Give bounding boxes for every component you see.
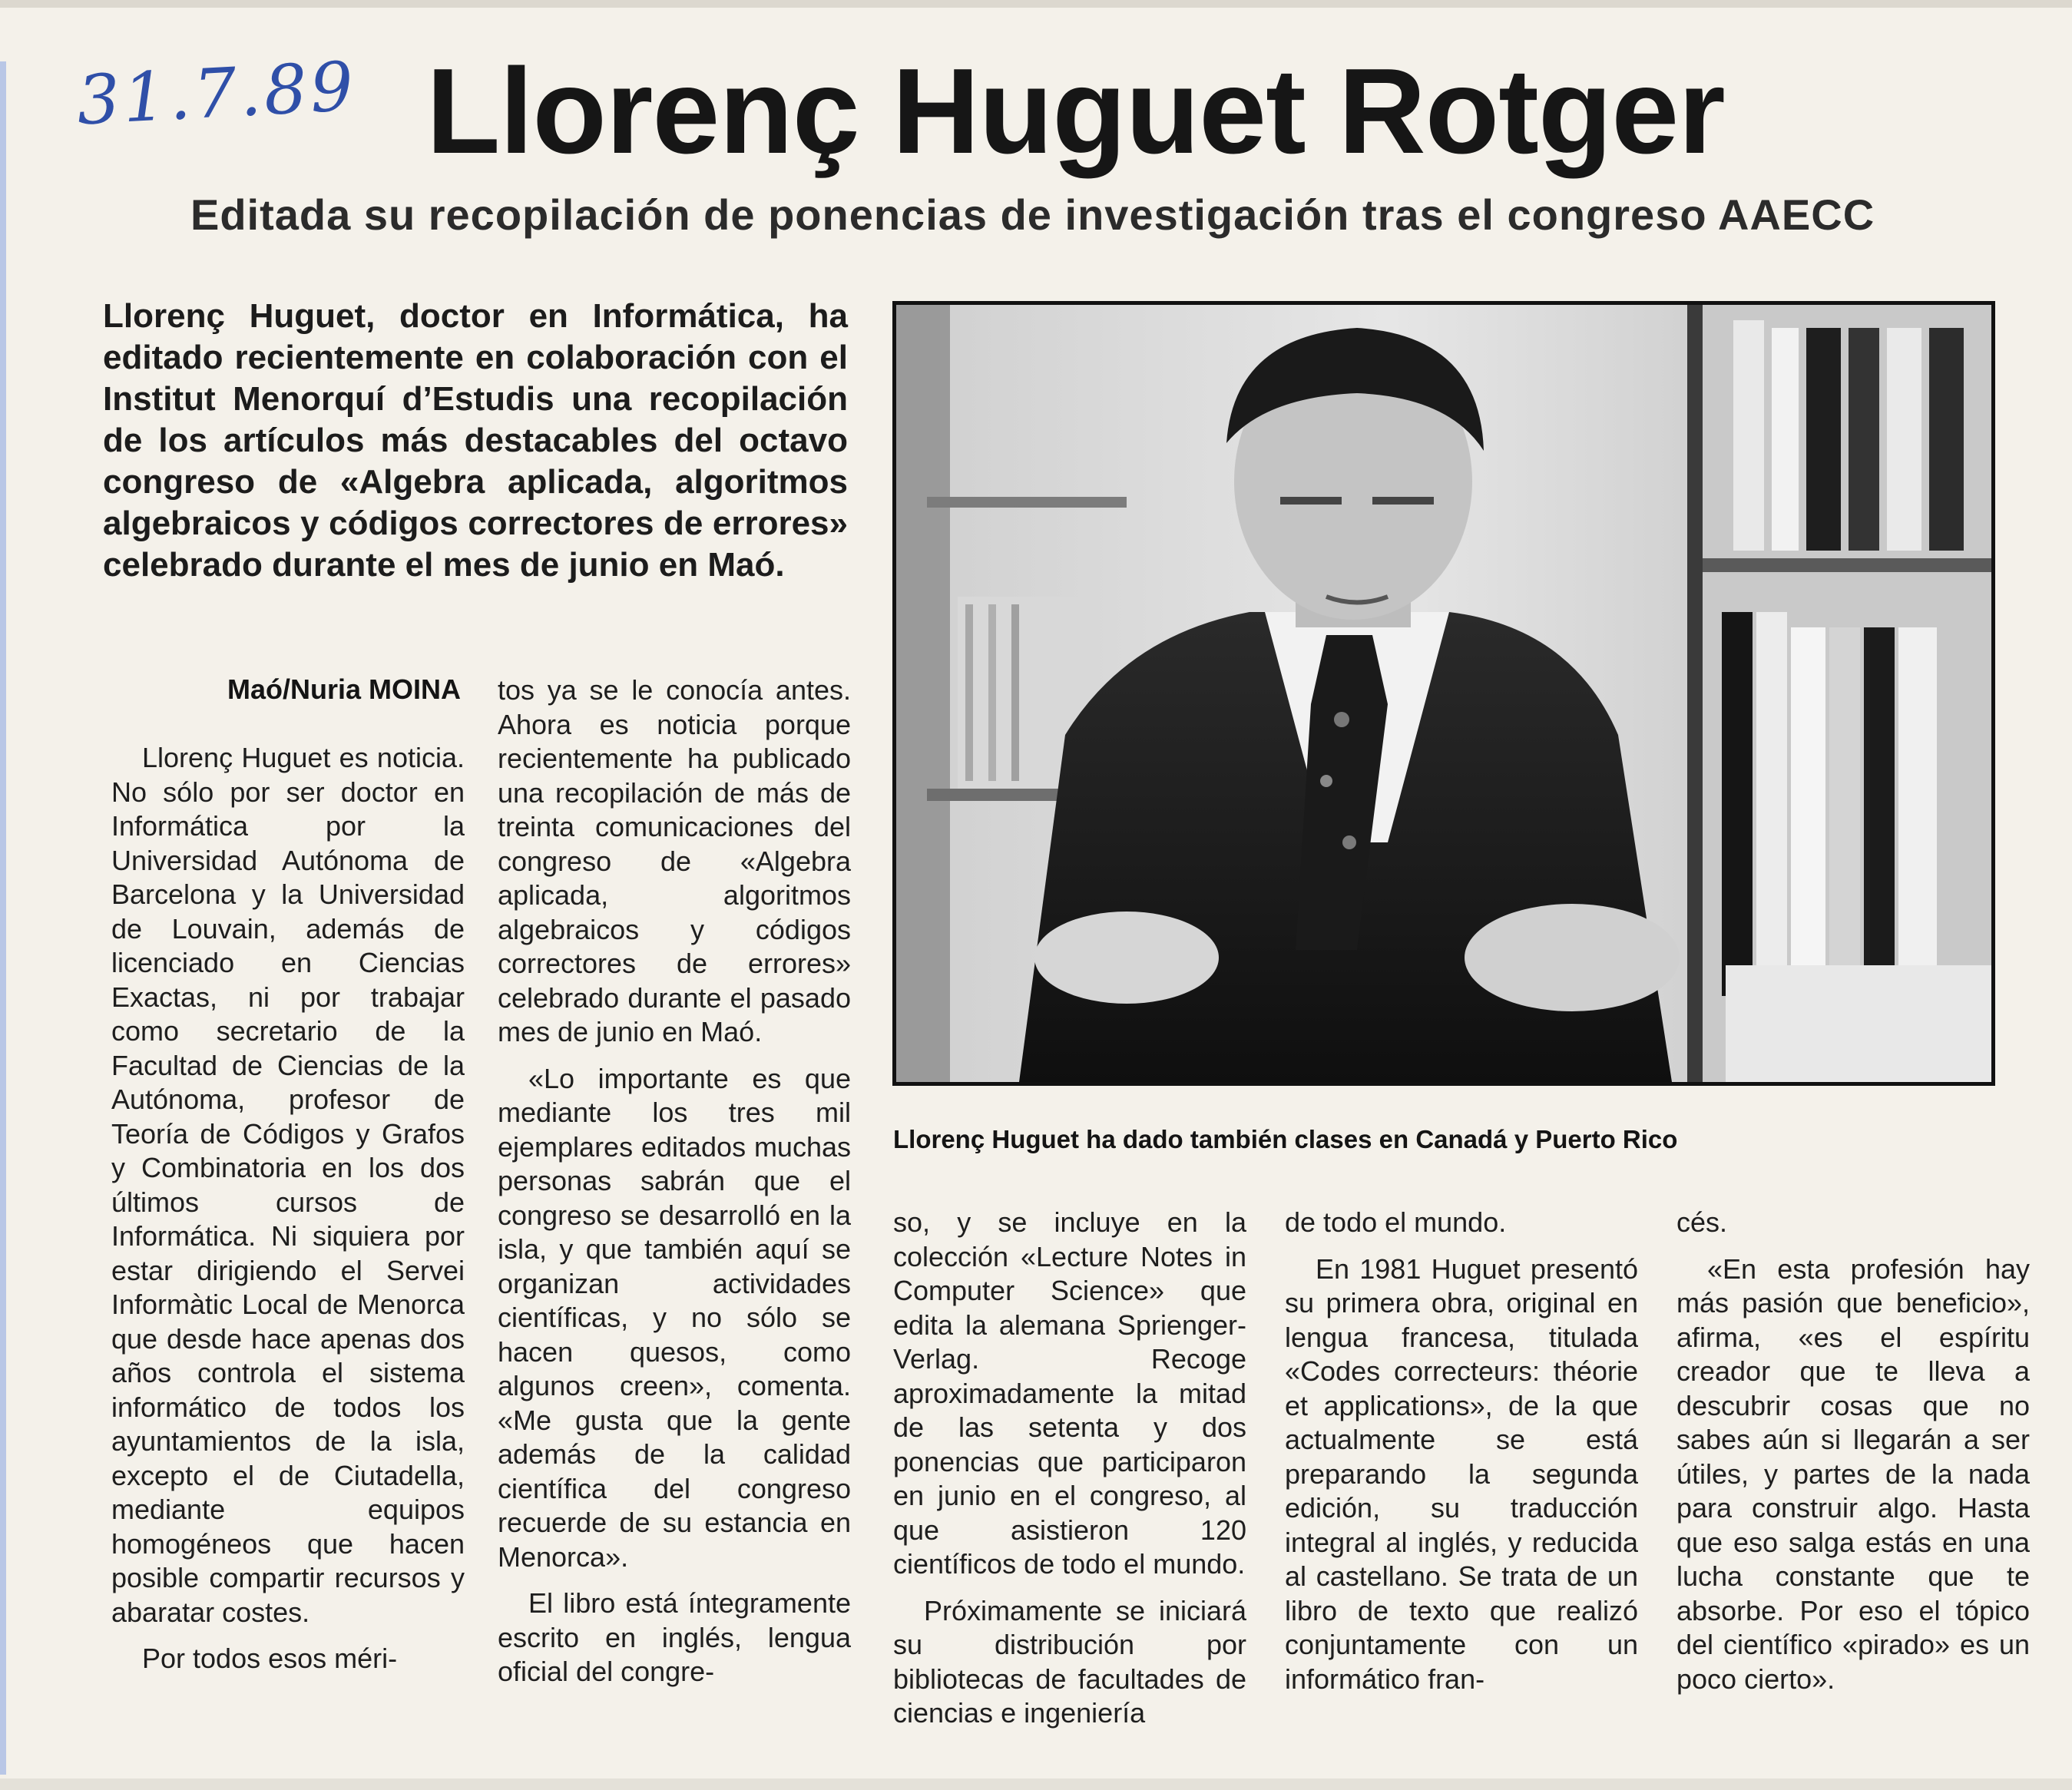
paragraph: de todo el mundo.: [1285, 1206, 1507, 1238]
paragraph: tos ya se le conocía antes. Ahora es noticia porque recientemente ha publicado una recopilación de más de treinta comunicaciones del congreso de «Algebra aplicada, algoritmos algebraicos y códigos correctores de errores» celebrado durante el pasado mes de junio en Maó.: [498, 674, 851, 1047]
lede-paragraph: Llorenç Huguet, doctor en Informática, ha editado recientemente en colaboración con el Institut Menorquí d’Estudis una recopilación de los artículos más destacables del octavo congreso de «Algebra aplicada, algoritmos algebraicos y códigos correctores de errores» celebrado durante el mes de junio en Maó.: [103, 297, 848, 584]
paragraph: Llorenç Huguet es noticia. No sólo por ser doctor en Informática por la Universidad Autónoma de Barcelona y la Universidad de Louvain, además de licenciado en Ciencias Exactas, ni por trabajar como secretario de la Facultad de Ciencias de la Autónoma, profesor de Teoría de Códigos y Grafos y Combinatoria en los dos últimos cursos de Informática. Ni siquiera por estar dirigiendo el Servei Informàtic Local de Menorca que desde hace apenas dos años controla el sistema informático de todos los ayuntamientos de la isla, excepto el de Ciutadella, mediante equipos homogéneos que hacen posible compartir recursos y abaratar costes.: [111, 742, 465, 1628]
body-column-1: [111, 741, 465, 1676]
paragraph: Próximamente se iniciará su distribución por bibliotecas de facultades de ciencias e ingeniería: [893, 1594, 1246, 1729]
body-column-2: [498, 673, 851, 1689]
headline: Llorenç Huguet Rotger: [426, 44, 1725, 179]
body-column-4: [1285, 1206, 1638, 1696]
paragraph: «En esta profesión hay más pasión que beneficio», afirma, «es el espíritu creador que te lleva a descubrir cosas que no sabes aún si llegarán a ser útiles, y partes de la nada para construir algo. Hasta que eso salga estás en una lucha constante que te absorbe. Por eso el tópico del científico «pirado» es un poco cierto».: [1676, 1252, 2030, 1695]
scan-edge-top: [0, 0, 2072, 8]
handwritten-date: 31.7.89: [74, 46, 359, 141]
margin-mark: [0, 61, 6, 1775]
body-column-3: [893, 1206, 1246, 1731]
paragraph: so, y se incluye en la colección «Lecture Notes in Computer Science» que edita la alemana Sprienger-Verlag. Recoge aproximadamente la mitad de las setenta y dos ponencias que participaron en junio en el congreso, al que asistieron 120 científicos de todo el mundo.: [893, 1206, 1246, 1580]
body-column-5: [1676, 1206, 2030, 1696]
portrait-photo: [892, 301, 1995, 1086]
scan-edge-bottom: [0, 1778, 2072, 1790]
paragraph: Por todos esos méri-: [142, 1643, 398, 1674]
paragraph: cés.: [1676, 1206, 1728, 1238]
paragraph: El libro está íntegramente escrito en inglés, lengua oficial del congre-: [498, 1587, 851, 1687]
paragraph: «Lo importante es que mediante los tres mil ejemplares editados muchas personas sabrán que el congreso se desarrolló en la isla, y que también aquí se organizan actividades científicas, y no sólo se hacen quesos, como algunos creen», comenta. «Me gusta que la gente además de la calidad científica del congreso recuerde de su estancia en Menorca».: [498, 1062, 851, 1573]
paragraph: En 1981 Huguet presentó su primera obra, original en lengua francesa, titulada «Codes correcteurs: théorie et applications», de la que actualmente se está preparando la segunda edición, su traducción integral al inglés, y reducida al castellano. Se trata de un libro de texto que realizó conjuntamente con un informático fran-: [1285, 1252, 1638, 1695]
photo-caption: Llorenç Huguet ha dado también clases en Canadá y Puerto Rico: [893, 1125, 1678, 1153]
subheadline: Editada su recopilación de ponencias de investigación tras el congreso AAECC: [190, 190, 1875, 239]
portrait-illustration: [896, 305, 1991, 1082]
byline: Maó/Nuria MOINA: [227, 673, 461, 705]
